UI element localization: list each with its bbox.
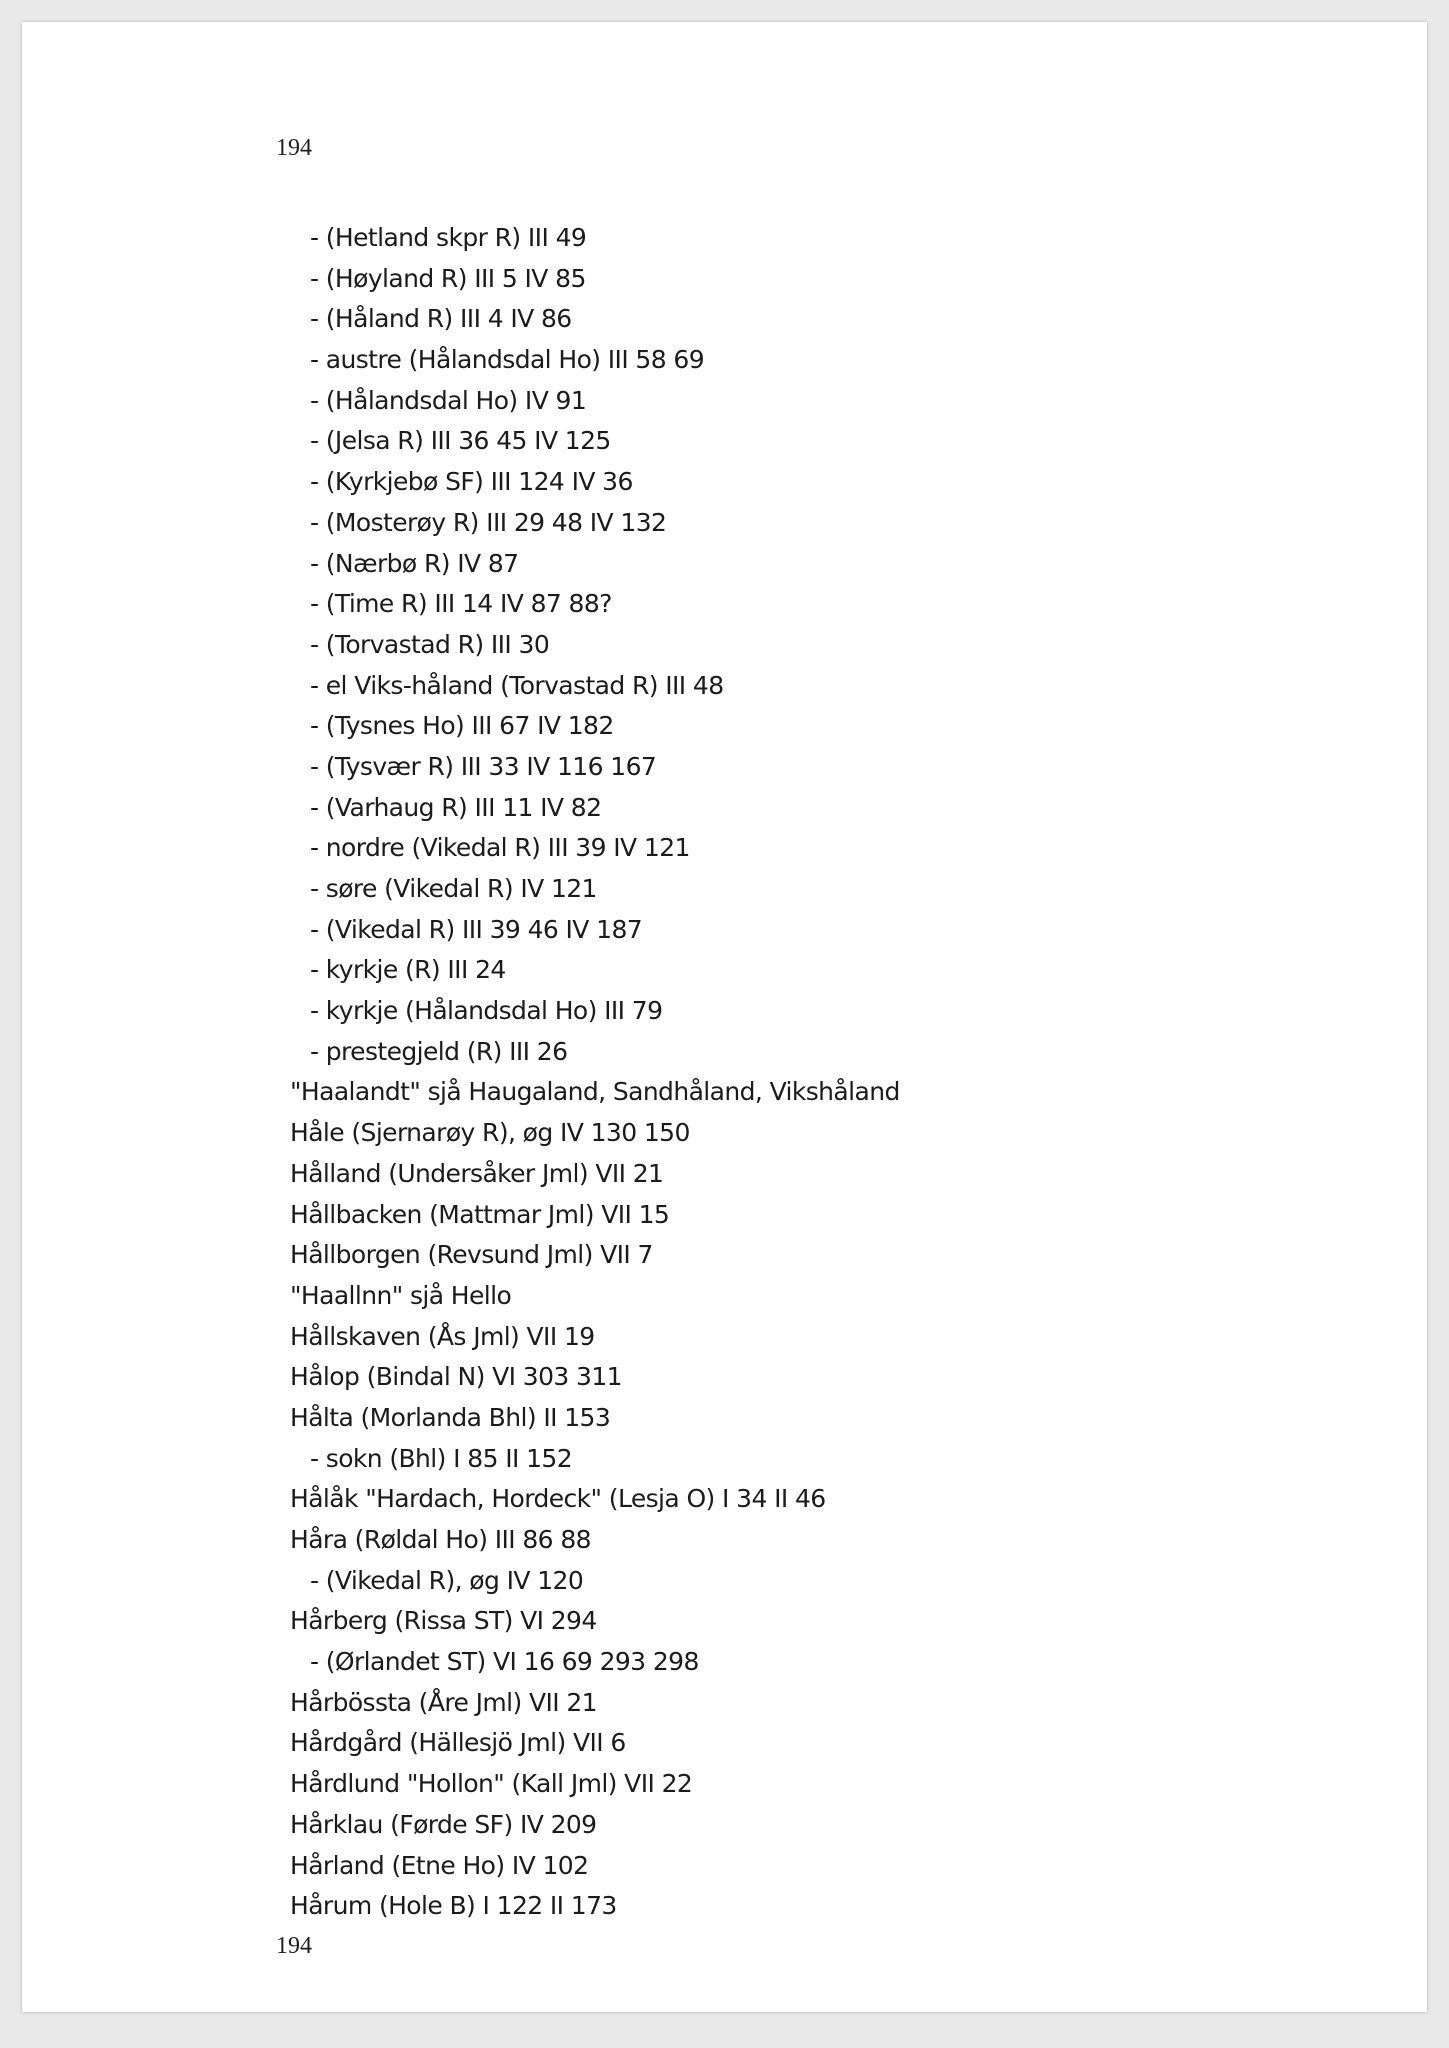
index-entry: Hårberg (Rissa ST) VI 294 xyxy=(290,1606,597,1636)
index-subentry: - sokn (Bhl) I 85 II 152 xyxy=(310,1443,573,1473)
index-entry: Hårdgård (Hällesjö Jml) VII 6 xyxy=(290,1728,626,1758)
index-subentry: - (Tysvær R) III 33 IV 116 167 xyxy=(310,751,657,781)
index-subentry: - (Torvastad R) III 30 xyxy=(310,629,550,659)
index-entry: Hålta (Morlanda Bhl) II 153 xyxy=(290,1402,611,1432)
index-entry: Hårland (Etne Ho) IV 102 xyxy=(290,1850,589,1880)
index-subentry: - (Kyrkjebø SF) III 124 IV 36 xyxy=(310,467,633,497)
index-subentry: - søre (Vikedal R) IV 121 xyxy=(310,874,597,903)
index-subentry: - kyrkje (Hålandsdal Ho) III 79 xyxy=(310,996,663,1026)
index-entry: Hårum (Hole B) I 122 II 173 xyxy=(290,1891,617,1921)
index-entry: "Haallnn" sjå Hello xyxy=(290,1280,512,1310)
index-subentry: - (Ørlandet ST) VI 16 69 293 298 xyxy=(310,1647,699,1677)
index-subentry: - (Håland R) III 4 IV 86 xyxy=(310,304,572,334)
index-subentry: - (Tysnes Ho) III 67 IV 182 xyxy=(310,711,614,741)
index-entry: Hållskaven (Ås Jml) VII 19 xyxy=(290,1321,595,1351)
index-entry-list xyxy=(290,218,900,1927)
index-subentry: - austre (Hålandsdal Ho) III 58 69 xyxy=(310,345,705,375)
page-number-bottom: 194 xyxy=(276,1933,312,1959)
index-subentry: - (Høyland R) III 5 IV 85 xyxy=(310,263,586,293)
index-entry: Hålop (Bindal N) VI 303 311 xyxy=(290,1362,622,1392)
index-subentry: - (Hetland skpr R) III 49 xyxy=(310,223,587,252)
index-subentry: - (Nærbø R) IV 87 xyxy=(310,548,519,578)
index-subentry: - prestegjeld (R) III 26 xyxy=(310,1036,568,1066)
index-subentry: - (Mosterøy R) III 29 48 IV 132 xyxy=(310,507,667,537)
index-entry: Hållbacken (Mattmar Jml) VII 15 xyxy=(290,1199,670,1229)
index-subentry: - (Vikedal R) III 39 46 IV 187 xyxy=(310,914,643,944)
index-subentry: - (Hålandsdal Ho) IV 91 xyxy=(310,385,587,415)
index-entry: "Haalandt" sjå Haugaland, Sandhåland, Vikshåland xyxy=(290,1077,900,1107)
index-subentry: - (Varhaug R) III 11 IV 82 xyxy=(310,792,602,822)
index-entry: Håle (Sjernarøy R), øg IV 130 150 xyxy=(290,1118,690,1148)
index-subentry: - (Vikedal R), øg IV 120 xyxy=(310,1565,584,1595)
index-subentry: - kyrkje (R) III 24 xyxy=(310,955,506,985)
page-number-top: 194 xyxy=(276,135,312,161)
index-entry: Hårklau (Førde SF) IV 209 xyxy=(290,1809,597,1839)
index-entry: Håra (Røldal Ho) III 86 88 xyxy=(290,1525,591,1554)
index-entry: Hålåk "Hardach, Hordeck" (Lesja O) I 34 II 46 xyxy=(290,1484,826,1514)
index-entry: Hållborgen (Revsund Jml) VII 7 xyxy=(290,1240,653,1270)
index-entry: Hålland (Undersåker Jml) VII 21 xyxy=(290,1158,664,1188)
index-subentry: - nordre (Vikedal R) III 39 IV 121 xyxy=(310,833,690,863)
index-entry: Hårdlund "Hollon" (Kall Jml) VII 22 xyxy=(290,1769,693,1799)
index-subentry: - (Time R) III 14 IV 87 88? xyxy=(310,589,612,619)
document-page xyxy=(22,22,1427,2012)
index-subentry: - el Viks-håland (Torvastad R) III 48 xyxy=(310,670,724,700)
index-entry: Hårbössta (Åre Jml) VII 21 xyxy=(290,1687,597,1717)
index-subentry: - (Jelsa R) III 36 45 IV 125 xyxy=(310,426,611,456)
